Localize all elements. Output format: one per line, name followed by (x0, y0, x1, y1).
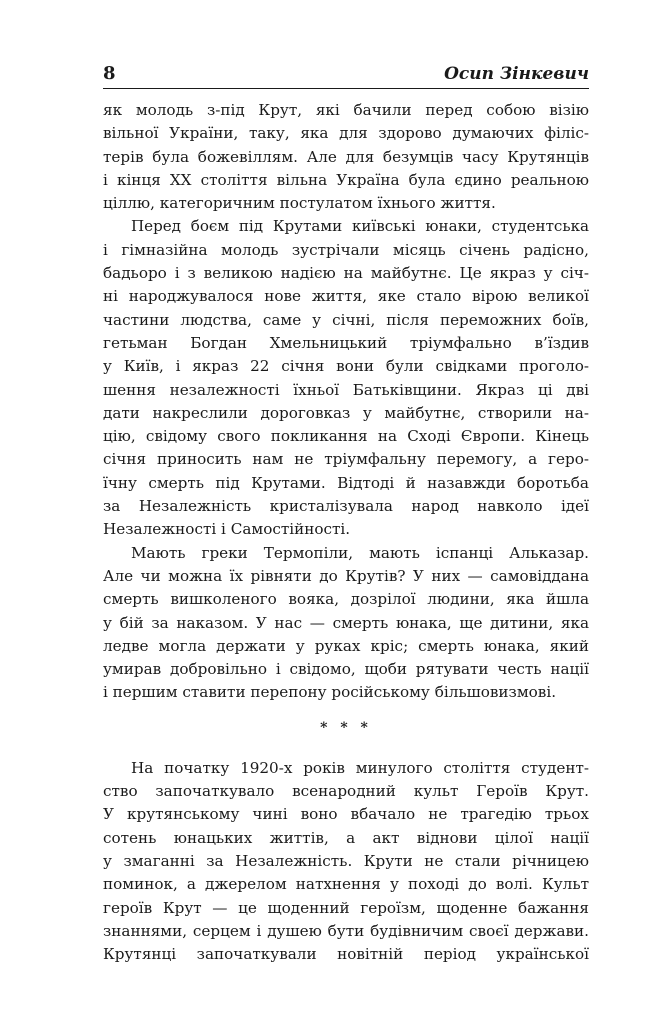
paragraph (103, 542, 589, 705)
text-line: Крутянці започаткували новітній період української (103, 945, 589, 964)
text-line: ство започаткувало всенародний культ Героїв Крут. (103, 782, 589, 801)
text-line: ні народжувалося нове життя, яке стало вірою великої (103, 287, 589, 306)
running-title: Осип Зінкевич (444, 64, 589, 84)
text-line: ледве могла держати у руках кріс; смерть юнака, який (103, 636, 589, 655)
text-line: у бій за наказом. У нас — смерть юнака, ще дитини, яка (103, 613, 589, 632)
text-line: сотень юнацьких життів, а акт віднови цілої нації (103, 828, 589, 847)
text-before-separator (103, 99, 589, 705)
text-line: Мають греки Термопіли, мають іспанці Альказар. (131, 543, 589, 562)
text-line: і першим ставити перепону російському більшовизмові. (103, 683, 557, 702)
text-line: Але чи можна їх рівняти до Крутів? У них — самовіддана (103, 566, 589, 585)
paragraph (103, 757, 589, 967)
text-line: і гімназійна молодь зустрічали місяць січень радісно, (103, 240, 589, 259)
text-line: частини людства, саме у січні, після переможних боїв, (103, 310, 589, 329)
text-line: вільної України, таку, яка для здорово думаючих філіс- (103, 124, 589, 143)
text-line: поминок, а джерелом натхнення у поході до волі. Культ (103, 875, 589, 894)
paragraph (103, 99, 589, 215)
text-after-separator (103, 757, 589, 967)
text-line: героїв Крут — це щоденний героїзм, щоденне бажання (103, 898, 589, 917)
text-line: цію, свідому свого покликання на Сході Європи. Кінець (103, 427, 589, 446)
text-line: Незалежності і Самостійності. (103, 520, 351, 539)
page-number: 8 (103, 63, 116, 84)
section-separator: * * * (320, 719, 372, 736)
text-line: і кінця XX століття вільна Україна була єдино реальною (103, 170, 589, 189)
text-line: смерть вишколеного вояка, дозрілої людини, яка йшла (103, 590, 589, 609)
text-line: гетьман Богдан Хмельницький тріумфально в’їздив (103, 333, 589, 352)
text-line: за Незалежність кристалізувала народ навколо ідеї (103, 497, 589, 516)
book-page (103, 62, 589, 966)
text-line: як молодь з-під Крут, які бачили перед собою візію (103, 101, 589, 119)
text-line: їчну смерть під Крутами. Відтоді й назавжди боротьба (103, 473, 589, 492)
text-line: у змаганні за Незалежність. Крути не стали річницею (103, 851, 589, 870)
text-line: у Київ, і якраз 22 січня вони були свідками проголо- (103, 357, 589, 376)
paragraph (103, 215, 589, 541)
text-line: На початку 1920-х років минулого століття студент- (131, 758, 589, 777)
text-line: дати накреслили дороговказ у майбутнє, створили на- (103, 403, 589, 422)
text-line: терів була божевіллям. Але для безумців часу Крутянців (103, 147, 589, 166)
text-line: ціллю, категоричним постулатом їхнього життя. (103, 194, 496, 213)
body-text (103, 99, 589, 966)
text-line: умирав добровільно і свідомо, щоби рятувати честь нації (103, 660, 589, 679)
text-line: знаннями, серцем і душею бути будівничим своєї держави. (103, 921, 589, 940)
text-line: бадьоро і з великою надією на майбутнє. Це якраз у січ- (103, 264, 589, 283)
text-line: січня приносить нам не тріумфальну перемогу, а геро- (103, 450, 589, 469)
running-head (103, 62, 589, 89)
text-line: Перед боєм під Крутами київські юнаки, студентська (131, 217, 589, 236)
text-line: шення незалежності їхньої Батьківщини. Якраз ці дві (103, 380, 589, 399)
text-line: У крутянському чині воно вбачало не трагедію трьох (103, 805, 589, 824)
